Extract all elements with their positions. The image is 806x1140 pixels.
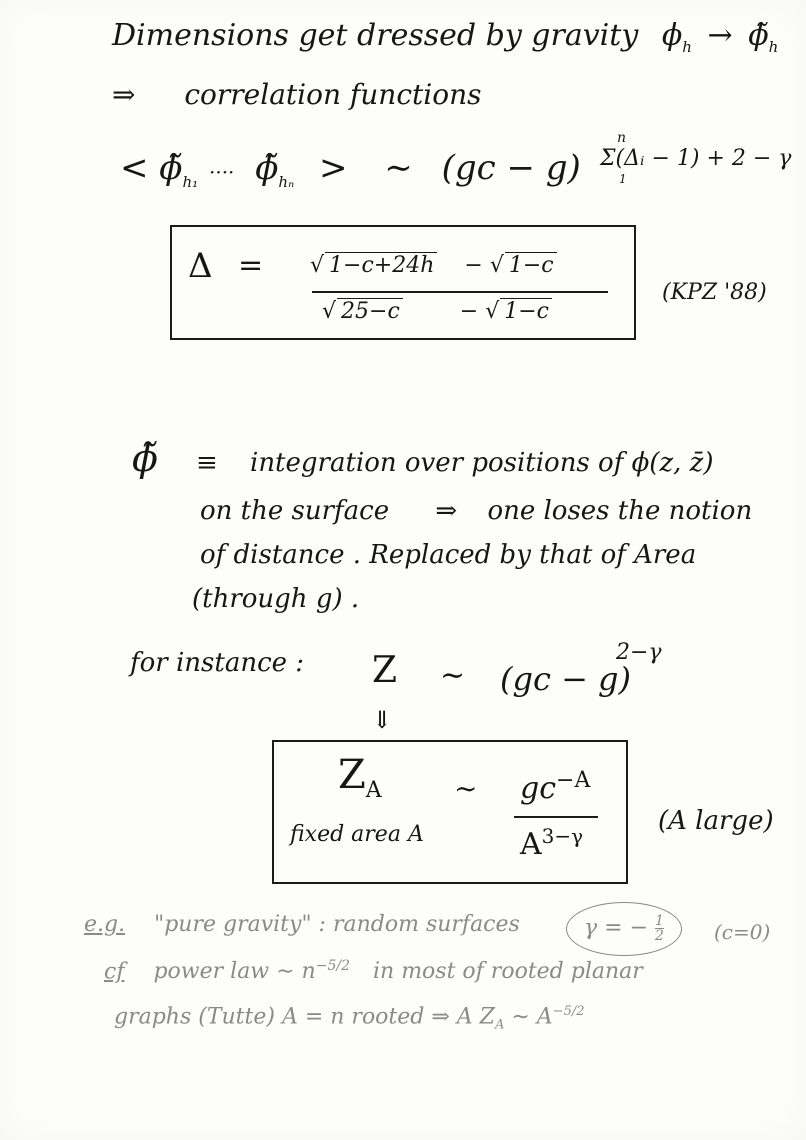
down-arrow-icon: ⇓ xyxy=(372,706,393,734)
definition-line-3: of distance . Replaced by that of Area xyxy=(200,540,697,570)
correlator-base: (gc − g) xyxy=(441,148,581,188)
kpz-numerator xyxy=(310,252,557,278)
exponent-sum: Σ(Δᵢ − 1) + 2 − γ xyxy=(600,146,792,171)
phi-h: $\phi_h$ xyxy=(661,18,692,56)
instance-sim: ∼ xyxy=(440,658,466,693)
ZA: $Z_A$ xyxy=(338,752,382,803)
num-minus: − xyxy=(464,253,490,278)
implies-icon: ⇒ xyxy=(435,496,458,526)
sqrt-icon: √ xyxy=(485,299,500,324)
equiv-icon: ≡ xyxy=(196,448,218,478)
definition-line-2: on the surface ⇒ one loses the notion xyxy=(200,496,753,526)
a-large-note: (A large) xyxy=(658,806,774,836)
phi-tilde-symbol: ϕ̃ xyxy=(132,436,158,480)
for-instance-label: for instance : xyxy=(130,648,305,678)
fixed-area-fraction-line xyxy=(514,816,598,818)
sub-h1: h₁ xyxy=(182,172,199,191)
implies-icon: ⇒ xyxy=(112,78,136,111)
arrow-icon: → xyxy=(707,18,733,53)
kpz-equals: = xyxy=(238,248,264,283)
fixed-area-numerator: $gc^{-A}$ xyxy=(520,768,591,806)
instance-base: (gc − g) xyxy=(500,660,632,698)
num-root-a: 1−c+24h xyxy=(325,252,437,278)
fixed-area-denominator: $A^{3-\gamma}$ xyxy=(520,824,584,862)
example-line-2: cf power law ∼ $n^{-5/2}$ in most of rooted planar xyxy=(104,958,643,985)
den-minus: − xyxy=(459,299,486,324)
example-line-1: e.g. "pure gravity" : random surfaces xyxy=(84,912,520,937)
c-note: (c=0) xyxy=(714,920,771,944)
correlator-open: < ϕ̃ xyxy=(120,148,183,188)
den-root-c: 1−c xyxy=(500,298,552,324)
correlator-dots: ···· xyxy=(208,160,235,184)
correlation-text: correlation functions xyxy=(184,78,482,111)
fixed-area-box xyxy=(272,740,628,884)
instance-Z: Z xyxy=(372,650,398,691)
kpz-fraction-line xyxy=(312,291,608,293)
correlation-line xyxy=(112,78,481,111)
correlator xyxy=(120,148,581,191)
sim-icon: ∼ xyxy=(384,148,413,188)
correlator-phi2: ϕ̃ xyxy=(255,148,279,188)
eg-label: e.g. xyxy=(84,912,126,937)
title-text: Dimensions get dressed by gravity xyxy=(112,18,639,53)
sqrt-icon: √ xyxy=(310,253,325,278)
sum-top: n xyxy=(617,130,627,146)
kpz-delta: Δ xyxy=(188,246,213,286)
den-root-a: 25−c xyxy=(337,298,403,324)
sub-hn: hₙ xyxy=(278,172,295,191)
sqrt-icon: √ xyxy=(322,299,337,324)
cf-label: cf xyxy=(104,959,125,985)
example-line-3: graphs (Tutte) A = n rooted ⇒ A $Z_A$ ∼ $A^{-5/2}$ xyxy=(114,1004,585,1033)
sqrt-icon: √ xyxy=(489,253,504,278)
kpz-denominator xyxy=(322,298,552,324)
sum-bottom: 1 xyxy=(619,172,627,186)
fixed-area-caption: fixed area A xyxy=(290,822,424,847)
correlator-close: > xyxy=(318,148,348,188)
gamma-value: γ = − $\frac{1}{2}$ xyxy=(584,913,664,944)
instance-exp: 2−γ xyxy=(616,640,662,665)
fixed-area-sim: ∼ xyxy=(454,772,478,805)
num-root-c: 1−c xyxy=(505,252,557,278)
kpz-reference: (KPZ '88) xyxy=(662,280,767,305)
definition-line-1: integration over positions of ϕ(z, z̄) xyxy=(250,448,714,478)
phi-h-tilde: $\phĩ_h$ xyxy=(748,18,779,56)
definition-line-4: (through g) . xyxy=(192,584,360,614)
title-line xyxy=(112,18,778,56)
